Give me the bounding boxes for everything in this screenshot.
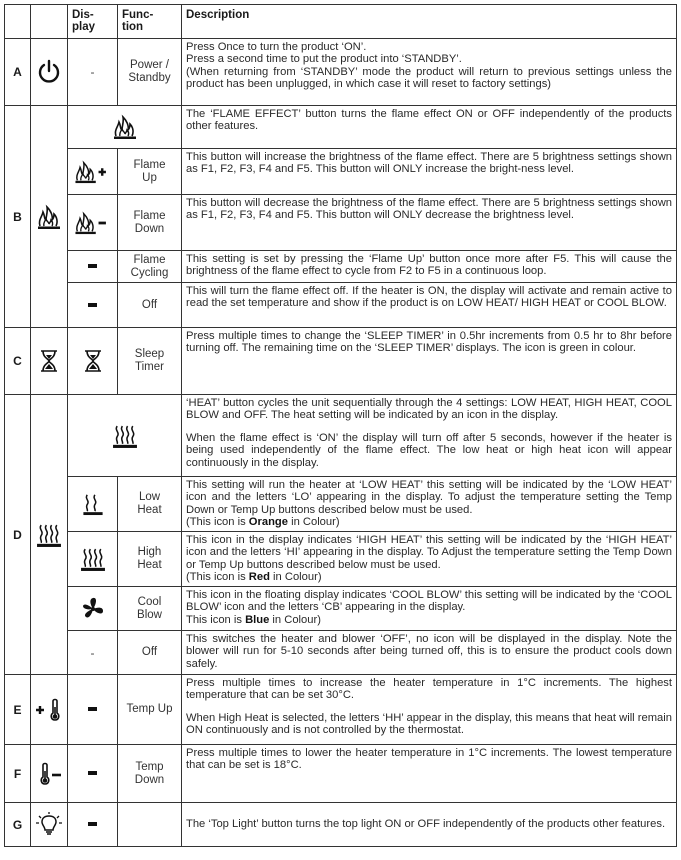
color-name: Orange [248,516,288,529]
top-light-button-cell[interactable] [31,803,68,847]
row-letter: G [5,803,31,847]
row-description: This setting is set by pressing the ‘Flame Up’ button once more after F5. This will cause the brightness of the flame effect to cycle from F2 to F5 in a continuous loop. [182,251,677,283]
row-letter: A [5,39,31,106]
row-function: Sleep Timer [118,328,182,395]
table-row-g [5,803,677,847]
header-blank-2 [31,5,68,39]
desc-line: (When returning from ‘STANDBY’ mode the product will return to previous settings unless the product has been unplugged, in which case it will reset to factory settings) [186,65,672,91]
table-row-f [5,745,677,803]
desc-paragraph: When High Heat is selected, the letters ‘HH’ appear in the display, this means that heat will remain ON continuously and is not controlled by the thermostat. [186,711,672,737]
heat-icon [36,522,62,548]
flame-down-icon [74,211,112,235]
flame-up-icon [74,160,112,184]
dash-indicator [68,803,118,847]
row-description [182,532,677,587]
row-function: Flame Cycling [118,251,182,283]
row-function: Low Heat [118,477,182,532]
power-icon [37,59,61,85]
light-bulb-icon [36,812,62,838]
table-row-d-high-heat [5,532,677,587]
row-description: This switches the heater and blower ‘OFF’, no icon will be displayed in the display. Note the blower will run for 5-10 seconds after being turned off, this is to ensure the product cools down safely. [182,631,677,675]
desc-paragraph: When the flame effect is ‘ON’ the display will turn off after 5 seconds, however if the heater is being used independently of the flame effect. The low heat or high heat icon will appear continuously in the display. [186,431,672,469]
row-function: Cool Blow [118,587,182,631]
row-description: This button will decrease the brightness of the flame effect. There are 5 brightness settings shown as F1, F2, F3, F4 and F5. This button will ONLY decrease the brightness level. [182,195,677,251]
row-letter: C [5,328,31,395]
controls-table [4,4,677,847]
desc-note: (This icon is [186,516,249,529]
row-description [182,587,677,631]
flame-down-display [68,195,118,251]
dash-icon [88,771,97,775]
desc-line: Press a second time to put the product into ‘STANDBY’. [186,53,462,66]
row-description [182,39,677,106]
dash-icon [88,707,97,711]
row-description: Press multiple times to change the ‘SLEEP TIMER’ in 0.5hr increments from 0.5 hr to 8hr before turning off. The remaining time on the ‘SLEEP TIMER’ displays. The icon is green in colour. [182,328,677,395]
flame-effect-display [68,106,182,149]
high-heat-icon [80,546,106,572]
row-function: High Heat [118,532,182,587]
table-row-d-heat [5,395,677,477]
color-name: Blue [245,613,270,626]
desc-line: Press Once to turn the product ‘ON’. [186,41,367,53]
row-letter: E [5,675,31,745]
hourglass-icon [82,349,104,373]
table-row-c [5,328,677,395]
dash-indicator [68,283,118,328]
row-letter: F [5,745,31,803]
sleep-timer-button-cell[interactable] [31,328,68,395]
desc-text: This setting will run the heater at ‘LOW HEAT’ this setting will be indicated by the ‘LOW HEAT’ icon and the letters ‘LO’ appearing in the display. To adjust the temperature setting the Temp Down or Temp Up buttons described below must be used. [186,479,672,516]
dash-icon [88,303,97,307]
dash-indicator [68,745,118,803]
thermometer-plus-icon [35,698,63,722]
table-row-d-cool-blow [5,587,677,631]
row-function: Temp Up [118,675,182,745]
row-description [182,477,677,532]
desc-text: This icon in the display indicates ‘HIGH HEAT’ this setting will be indicated by the ‘HIGH HEAT’ icon and the letters ‘HI’ appearing in the display. To Adjust the temperature setting the Temp Down or Temp Up buttons described below must be used. [186,534,672,571]
temp-down-button-cell[interactable] [31,745,68,803]
row-function: Temp Down [118,745,182,803]
thermometer-minus-icon [35,762,63,786]
fan-icon [80,596,106,622]
hourglass-icon [38,349,60,373]
flame-icon [112,114,138,140]
table-header-row [5,5,677,39]
row-letter: B [5,106,31,328]
desc-note: in Colour) [269,571,322,584]
table-row-b-flame-cycling [5,251,677,283]
flame-button-cell[interactable] [31,106,68,328]
row-description [182,675,677,745]
dash-indicator [68,251,118,283]
row-function: Off [118,631,182,675]
desc-text: This icon in the floating display indicates ‘COOL BLOW’ this setting will be indicated by the ‘COOL BLOW’ icon and the letters ‘CB’ appearing in the display. [186,589,672,614]
dash-icon [88,264,97,268]
desc-note: This icon is [186,613,246,626]
heat-icon [112,423,138,449]
desc-paragraph: Press multiple times to increase the heater temperature in 1°C increments. The highest temperature that can be set 30°C. [186,677,672,702]
row-function-empty [118,803,182,847]
row-description: The ‘Top Light’ button turns the top light ON or OFF independently of the products other features. [182,803,677,847]
header-description: Description [182,5,677,39]
flame-up-display [68,149,118,195]
dash-indicator [68,675,118,745]
table-row-b-flame-down [5,195,677,251]
row-description: Press multiple times to lower the heater temperature in 1°C increments. The lowest temperature that can be set is 18°C. [182,745,677,803]
row-function: Flame Up [118,149,182,195]
table-row-d-off [5,631,677,675]
heat-display [68,395,182,477]
table-row-a [5,39,677,106]
desc-note: in Colour) [269,613,321,626]
heat-button-cell[interactable] [31,395,68,675]
row-display: - [68,39,118,106]
row-description: This button will increase the brightness of the flame effect. There are 5 brightness settings shown as F1, F2, F3, F4 and F5. This button will ONLY increase the bright-ness level. [182,149,677,195]
dash-icon [88,822,97,826]
table-row-d-low-heat [5,477,677,532]
header-display: Dis- play [68,5,118,39]
row-function: Power / Standby [118,39,182,106]
header-blank [5,5,31,39]
table-row-b-flame-effect [5,106,677,149]
table-row-b-off [5,283,677,328]
row-display: - [68,631,118,675]
row-letter: D [5,395,31,675]
low-heat-display [68,477,118,532]
row-function: Flame Down [118,195,182,251]
desc-note: in Colour) [287,516,340,529]
color-name: Red [248,571,270,584]
header-function: Func- tion [118,5,182,39]
row-description: The ‘FLAME EFFECT’ button turns the flame effect ON or OFF independently of the products other features. [182,106,677,149]
sleep-timer-display [68,328,118,395]
desc-paragraph: ‘HEAT’ button cycles the unit sequentially through the 4 settings: LOW HEAT, HIGH HEAT, COOL BLOW and OFF. The heat setting will be indicated by an icon in the display. [186,397,672,422]
desc-note: (This icon is [186,571,249,584]
high-heat-display [68,532,118,587]
row-function: Off [118,283,182,328]
row-description [182,395,677,477]
temp-up-button-cell[interactable] [31,675,68,745]
table-row-e [5,675,677,745]
cool-blow-display [68,587,118,631]
low-heat-icon [81,492,105,516]
flame-icon [36,204,62,230]
power-button-cell[interactable] [31,39,68,106]
row-description: This will turn the flame effect off. If the heater is ON, the display will activate and remain active to read the set temperature and show if the product is on LOW HEAT/ HIGH HEAT or COOL BLOW. [182,283,677,328]
table-row-b-flame-up [5,149,677,195]
